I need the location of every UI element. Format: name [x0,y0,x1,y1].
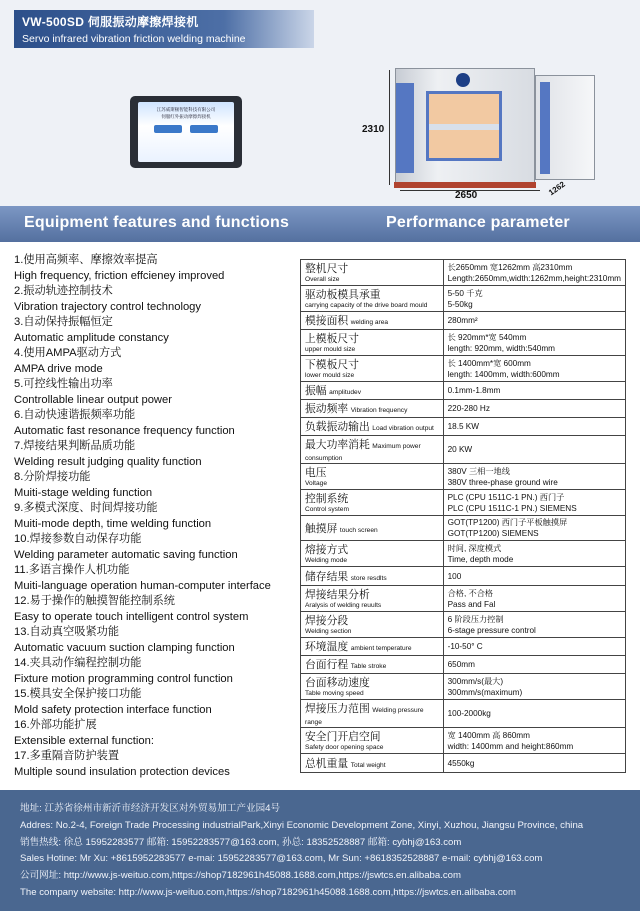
product-title-cn: VW-500SD 伺服振动摩擦焊接机 [22,15,199,29]
param-label [301,312,444,330]
param-label [301,400,444,418]
param-row [301,586,626,612]
param-label [301,418,444,436]
feature-line: Welding result judging quality function [14,455,202,468]
param-label-cn: 模接面积 [305,315,349,327]
feature-line: 1.使用高频率、摩擦效率提高 [14,254,158,266]
parameters-heading: Performance parameter [386,214,570,231]
param-label [301,382,444,400]
param-value-line: 长2650mm 宽1262mm 高2310mm [447,262,573,272]
feature-line: Easy to operate touch intelligent control system [14,610,249,623]
screen-button-icon [190,125,218,133]
param-label [301,567,444,586]
param-value [443,674,625,700]
param-value-line: 5-50kg [447,299,473,309]
param-value-line: 5-50 千克 [447,288,483,298]
param-value [443,330,625,356]
param-label-en: Aralysis of welding reuults [305,602,382,609]
param-value-line: GOT(TP1200) 西门子平板触摸屏 [447,518,568,527]
param-label-en: carrying capacity of the drive board mould [305,302,428,309]
param-label-en: Welding pressure range [305,707,424,726]
param-value-line: length: 1400mm, width:600mm [447,369,560,379]
height-dimension-line [389,70,390,185]
feature-line: 11.多语言操作人机功能 [14,564,130,576]
param-label-en: touch screen [339,526,378,534]
feature-line: 12.易于操作的触摸智能控制系统 [14,595,175,607]
param-label-cn: 环境温度 [305,641,349,653]
param-label-en: Welding mode [305,557,348,564]
touch-screen-display [138,102,234,162]
feature-line: Automatic fast resonance frequency function [14,424,235,437]
param-label [301,330,444,356]
param-value [443,728,625,754]
footer-sales-en: Sales Hotine: Mr Xu: +8615952283577 e-mai: 15952283577@163.com, Mr Sun: +8618352528887 e-mail: cybhj@163.com [20,853,543,865]
feature-line: Multiple sound insulation protection devices [14,765,230,778]
param-label [301,754,444,773]
param-value-line: 380V 三相一地线 [447,466,510,476]
param-value-line: 6-stage pressure control [447,625,536,635]
section-banner [0,206,640,242]
param-label [301,656,444,674]
param-label-cn: 台面行程 [305,659,349,671]
param-label [301,356,444,382]
param-row [301,312,626,330]
param-row [301,490,626,516]
param-value-line: Length:2650mm,width:1262mm,height:2310mm [447,273,621,283]
param-row [301,567,626,586]
feature-line: 2.振动轨迹控制技术 [14,285,113,297]
brand-logo-icon [456,73,470,87]
param-label-cn: 总机重量 [305,757,349,770]
param-row [301,330,626,356]
feature-line: Mold safety protection interface function [14,703,212,716]
param-value-line: 100-2000kg [447,709,491,718]
param-value [443,436,625,464]
param-value [443,356,625,382]
param-row [301,656,626,674]
machine-illustration [395,68,535,183]
param-row [301,516,626,541]
param-row [301,638,626,656]
param-label-en: Overall size [305,276,340,283]
param-value-line: Time, depth mode [447,554,514,564]
param-value-line: 宽 1400mm 高 860mm [447,730,530,740]
footer-sales-cn: 销售热线: 徐总 15952283577 邮箱: 15952283577@163.com, 孙总: 18352528887 邮箱: cybhj@163.com [20,836,462,848]
screen-button-icon [154,125,182,133]
param-label [301,464,444,490]
feature-line: 6.自动快速谐振频率功能 [14,409,136,421]
param-label [301,436,444,464]
param-label-cn: 控制系统 [305,493,349,505]
feature-line: Extensible external function: [14,734,154,747]
param-value-line: 6 阶段压力控制 [447,614,504,624]
footer-address-cn: 地址: 江苏省徐州市新沂市经济开发区对外贸易加工产业园4号 [20,803,281,814]
param-row [301,436,626,464]
param-label-en: Voltage [305,480,327,487]
param-label-cn: 整机尺寸 [305,263,349,275]
control-cabinet [535,75,595,180]
feature-line: 9.多模式深度、时间焊接功能 [14,502,158,514]
feature-line: 16.外部功能扩展 [14,719,97,731]
param-row [301,286,626,312]
param-label-en: lower mould size [305,372,355,379]
param-row [301,260,626,286]
param-value-line: PLC (CPU 1511C-1 PN.) SIEMENS [447,503,577,513]
param-value-line: 时间, 深度模式 [447,543,502,553]
param-label-cn: 台面移动速度 [305,677,370,689]
param-label-cn: 焊接分段 [305,615,349,627]
features-heading: Equipment features and functions [24,214,290,231]
param-label-en: Table stroke [350,663,387,670]
param-value-line: 合格, 不合格 [447,588,494,598]
param-value [443,612,625,638]
param-value-line: 300mm/s(maximum) [447,687,523,697]
param-value [443,541,625,567]
param-value-line: 18.5 KW [447,422,479,431]
param-value-line: 280mm² [447,316,478,325]
param-label [301,490,444,516]
param-row [301,541,626,567]
screen-line: 江苏威斯顿智能科技有限公司 [156,107,216,112]
param-label [301,674,444,700]
feature-line: 17.多重隔音防护装置 [14,750,120,762]
feature-line: Muiti-stage welding function [14,486,153,499]
param-label-en: ambient temperature [350,645,412,652]
param-label-en: Load vibration output [372,425,434,432]
param-label-cn: 储存结果 [305,570,349,583]
footer-website-cn: 公司网址: http://www.js-weituo.com,https://shop7182961h45088.1688.com,https://jswtcs.en.alibaba.com [20,870,462,882]
param-label-cn: 电压 [305,467,327,479]
footer-address-en: Addres: No.2-4, Foreign Trade Processing industrialPark,Xinyi Economic Development Zone, Xinyi, Xuzhou, Jiangsu Province, china [20,819,584,831]
product-title-en: Servo infrared vibration friction welding machine [22,33,246,45]
feature-line: 3.自动保持振幅恒定 [14,316,113,328]
touch-screen-photo [130,96,242,168]
param-label-en: Welding section [305,628,352,635]
param-row [301,728,626,754]
param-label [301,286,444,312]
performance-table [300,259,626,773]
param-row [301,674,626,700]
param-value-line: 100 [447,571,462,581]
feature-line: 15.模具安全保护接口功能 [14,688,142,700]
param-value-line: 0.1mm-1.8mm [447,386,501,395]
param-label [301,728,444,754]
param-value [443,312,625,330]
param-label-cn: 下模板尺寸 [305,359,359,371]
param-value [443,260,625,286]
feature-line: AMPA drive mode [14,362,103,375]
feature-line: 13.自动真空吸紧功能 [14,626,120,638]
param-value [443,754,625,773]
param-label-cn: 焊接结果分析 [305,589,370,601]
param-value-line: 4550kg [447,758,475,768]
param-value-line: 220-280 Hz [447,404,490,413]
footer-website-en: The company website: http://www.js-weituo.com,https://shop7182961h45088.1688.com,https://jswtcs.en.alibaba.com [20,886,516,898]
machine-base [394,182,536,188]
param-label [301,260,444,286]
param-label [301,700,444,728]
param-value [443,400,625,418]
feature-line: Muiti-mode depth, time welding function [14,517,212,530]
param-value [443,464,625,490]
param-row [301,418,626,436]
param-value-line: 长 1400mm*宽 600mm [447,358,531,368]
param-value-line: 300mm/s(最大) [447,676,504,686]
param-label-en: amplitudev [329,389,361,396]
feature-line: Vibration trajectory control technology [14,300,201,313]
param-label-cn: 振幅 [305,385,327,397]
param-label-en: welding area [350,319,389,326]
feature-line: Controllable linear output power [14,393,172,406]
param-label-cn: 安全门开启空间 [305,731,381,743]
feature-line: High frequency, friction effcieney improved [14,269,225,282]
contact-footer [0,790,640,911]
param-label-en: Vibration frequency [350,407,408,414]
param-value [443,418,625,436]
machine-window [426,91,502,161]
param-label-cn: 上模板尺寸 [305,333,359,345]
param-label-cn: 最大功率消耗 [305,439,370,451]
feature-line: 14.夹具动作编程控制功能 [14,657,142,669]
width-dimension: 2650 [455,190,478,201]
feature-line: 7.焊接结果判断品质功能 [14,440,136,452]
feature-line: Muiti-language operation human-computer interface [14,579,271,592]
param-label-cn: 负载振动输出 [305,421,370,433]
param-label [301,586,444,612]
param-value-line: 380V three-phase ground wire [447,477,558,487]
param-label [301,638,444,656]
feature-line: 4.使用AMPA驱动方式 [14,347,122,359]
param-value [443,567,625,586]
feature-line: Welding parameter automatic saving function [14,548,238,561]
param-value-line: 20 KW [447,445,473,454]
param-row [301,356,626,382]
param-label [301,541,444,567]
param-row [301,400,626,418]
param-row [301,700,626,728]
param-label-en: Control system [305,506,349,513]
param-value-line: -10-50° C [447,642,483,651]
param-label-cn: 触摸屏 [305,522,338,535]
param-value-line: length: 920mm, width:540mm [447,343,555,353]
param-row [301,754,626,773]
param-label [301,612,444,638]
machine-side-panel [396,83,414,173]
feature-line: 8.分阶焊接功能 [14,471,91,483]
param-value-line: GOT(TP1200) SIEMENS [447,529,539,538]
param-value [443,656,625,674]
param-value [443,490,625,516]
param-value-line: width: 1400mm and height:860mm [447,741,574,751]
feature-line: Automatic vacuum suction clamping function [14,641,235,654]
param-value-line: PLC (CPU 1511C-1 PN.) 西门子 [447,492,565,502]
product-title-bar [14,10,314,48]
param-label [301,516,444,541]
feature-line: 5.可控线性输出功率 [14,378,113,390]
param-row [301,464,626,490]
param-value [443,516,625,541]
param-value [443,586,625,612]
param-value [443,382,625,400]
param-value [443,638,625,656]
feature-line: Fixture motion programming control function [14,672,233,685]
features-list [14,253,299,780]
param-value [443,286,625,312]
param-row [301,612,626,638]
param-label-en: upper mould size [305,346,356,353]
param-value-line: 650mm [447,660,475,669]
feature-line: 10.焊接参数自动保存功能 [14,533,142,545]
height-dimension: 2310 [362,124,385,135]
param-row [301,382,626,400]
param-label-en: Total weight [350,761,386,769]
param-label-cn: 驱动板模具承重 [305,289,381,301]
param-label-en: store resdlts [350,574,387,582]
param-label-cn: 焊接压力范围 [305,703,370,715]
feature-line: Automatic amplitude constancy [14,331,169,344]
param-label-cn: 熔接方式 [305,544,349,556]
param-value [443,700,625,728]
param-value-line: 长 920mm*宽 540mm [447,332,527,342]
param-label-en: Table moving speed [305,690,364,697]
param-label-en: Safety door opening space [305,744,384,751]
param-value-line: Pass and Fal [447,599,496,609]
param-label-cn: 振动频率 [305,403,349,415]
depth-dimension: 1262 [547,179,567,198]
param-label-en: Maximum power consumption [305,443,421,462]
screen-line: 伺服红外振动摩擦焊接机 [161,114,211,119]
